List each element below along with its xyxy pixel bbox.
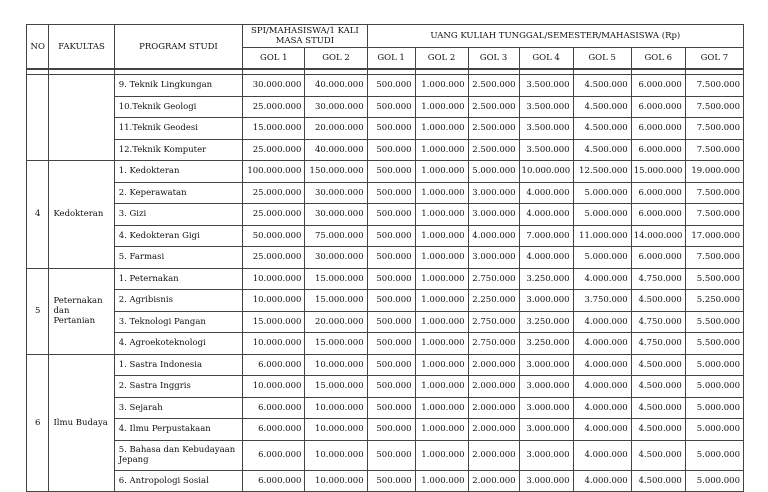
ukt-amount: 2.750.000 xyxy=(468,268,519,290)
ukt-amount: 3.250.000 xyxy=(519,268,573,290)
ukt-amount: 500.000 xyxy=(367,376,415,398)
program-name: 4. Kedokteran Gigi xyxy=(114,225,243,247)
spi-amount: 40.000.000 xyxy=(305,75,367,97)
ukt-amount: 3.500.000 xyxy=(519,96,573,118)
ukt-amount: 4.500.000 xyxy=(631,397,685,419)
ukt-amount: 4.500.000 xyxy=(573,75,631,97)
ukt-amount: 5.250.000 xyxy=(685,290,743,312)
program-name: 10.Teknik Geologi xyxy=(114,96,243,118)
spi-amount: 150.000.000 xyxy=(305,161,367,183)
ukt-amount: 1.000.000 xyxy=(415,311,468,333)
table-row xyxy=(27,376,744,398)
ukt-amount: 2.000.000 xyxy=(468,376,519,398)
ukt-amount: 1.000.000 xyxy=(415,204,468,226)
ukt-amount: 3.500.000 xyxy=(519,139,573,161)
spi-amount: 100.000.000 xyxy=(243,161,305,183)
ukt-amount: 2.250.000 xyxy=(468,290,519,312)
ukt-amount: 1.000.000 xyxy=(415,376,468,398)
ukt-amount: 4.500.000 xyxy=(573,139,631,161)
program-name: 6. Antropologi Sosial xyxy=(114,470,243,492)
ukt-amount: 500.000 xyxy=(367,118,415,140)
ukt-amount: 1.000.000 xyxy=(415,225,468,247)
ukt-amount: 1.000.000 xyxy=(415,247,468,269)
table-row xyxy=(27,225,744,247)
ukt-amount: 6.000.000 xyxy=(631,139,685,161)
ukt-amount: 7.500.000 xyxy=(685,75,743,97)
ukt-amount: 5.000.000 xyxy=(685,440,743,470)
ukt-amount: 4.500.000 xyxy=(631,470,685,492)
ukt-amount: 4.000.000 xyxy=(573,397,631,419)
faculty-name: Kedokteran xyxy=(49,161,114,269)
spi-amount: 10.000.000 xyxy=(243,290,305,312)
ukt-amount: 1.000.000 xyxy=(415,470,468,492)
table-row xyxy=(27,204,744,226)
ukt-amount: 5.500.000 xyxy=(685,311,743,333)
spi-amount: 30.000.000 xyxy=(305,96,367,118)
tuition-table xyxy=(26,24,744,492)
ukt-amount: 4.000.000 xyxy=(573,268,631,290)
ukt-amount: 6.000.000 xyxy=(631,118,685,140)
header-program-studi: PROGRAM STUDI xyxy=(114,25,243,70)
spi-amount: 15.000.000 xyxy=(305,290,367,312)
ukt-amount: 1.000.000 xyxy=(415,161,468,183)
ukt-amount: 4.500.000 xyxy=(573,96,631,118)
spi-amount: 15.000.000 xyxy=(243,311,305,333)
ukt-amount: 2.500.000 xyxy=(468,118,519,140)
ukt-amount: 500.000 xyxy=(367,470,415,492)
table-row xyxy=(27,470,744,492)
ukt-amount: 5.000.000 xyxy=(573,204,631,226)
program-name: 1. Sastra Indonesia xyxy=(114,354,243,376)
ukt-amount: 1.000.000 xyxy=(415,333,468,355)
spi-amount: 30.000.000 xyxy=(305,204,367,226)
ukt-amount: 3.000.000 xyxy=(519,470,573,492)
ukt-amount: 7.500.000 xyxy=(685,182,743,204)
ukt-amount: 17.000.000 xyxy=(685,225,743,247)
ukt-amount: 3.500.000 xyxy=(519,75,573,97)
faculty-name: Peternakan dan Pertanian xyxy=(49,268,114,354)
header-ukt-gol: GOL 2 xyxy=(415,48,468,70)
ukt-amount: 500.000 xyxy=(367,225,415,247)
ukt-amount: 4.500.000 xyxy=(631,290,685,312)
spi-amount: 10.000.000 xyxy=(305,419,367,441)
program-name: 3. Gizi xyxy=(114,204,243,226)
faculty-name: Ilmu Budaya xyxy=(49,354,114,492)
header-spi-gol: GOL 1 xyxy=(243,48,305,70)
table-row xyxy=(27,118,744,140)
ukt-amount: 2.000.000 xyxy=(468,397,519,419)
ukt-amount: 500.000 xyxy=(367,419,415,441)
ukt-amount: 5.000.000 xyxy=(685,354,743,376)
faculty-number: 4 xyxy=(27,161,49,269)
spi-amount: 25.000.000 xyxy=(243,182,305,204)
header-ukt-gol: GOL 6 xyxy=(631,48,685,70)
spi-amount: 25.000.000 xyxy=(243,247,305,269)
program-name: 9. Teknik Lingkungan xyxy=(114,75,243,97)
table-row xyxy=(27,333,744,355)
spi-amount: 30.000.000 xyxy=(305,247,367,269)
ukt-amount: 4.750.000 xyxy=(631,268,685,290)
ukt-amount: 12.500.000 xyxy=(573,161,631,183)
spi-amount: 25.000.000 xyxy=(243,96,305,118)
ukt-amount: 500.000 xyxy=(367,397,415,419)
program-name: 2. Sastra Inggris xyxy=(114,376,243,398)
ukt-amount: 500.000 xyxy=(367,161,415,183)
ukt-amount: 4.000.000 xyxy=(573,311,631,333)
faculty-number xyxy=(27,75,49,161)
ukt-amount: 5.000.000 xyxy=(468,161,519,183)
ukt-amount: 1.000.000 xyxy=(415,118,468,140)
faculty-number: 5 xyxy=(27,268,49,354)
ukt-amount: 500.000 xyxy=(367,440,415,470)
spi-amount: 50.000.000 xyxy=(243,225,305,247)
spi-amount: 40.000.000 xyxy=(305,139,367,161)
ukt-amount: 500.000 xyxy=(367,96,415,118)
header-no: NO xyxy=(27,25,49,70)
table-row xyxy=(27,290,744,312)
spi-amount: 15.000.000 xyxy=(243,118,305,140)
spi-amount: 10.000.000 xyxy=(305,354,367,376)
ukt-amount: 4.000.000 xyxy=(573,376,631,398)
program-name: 5. Bahasa dan Kebudayaan Jepang xyxy=(114,440,243,470)
ukt-amount: 4.500.000 xyxy=(631,419,685,441)
ukt-amount: 4.000.000 xyxy=(573,470,631,492)
ukt-amount: 4.500.000 xyxy=(631,354,685,376)
ukt-amount: 10.000.000 xyxy=(519,161,573,183)
program-name: 1. Kedokteran xyxy=(114,161,243,183)
ukt-amount: 4.000.000 xyxy=(573,440,631,470)
ukt-amount: 6.000.000 xyxy=(631,75,685,97)
ukt-amount: 7.500.000 xyxy=(685,118,743,140)
ukt-amount: 3.500.000 xyxy=(519,118,573,140)
ukt-amount: 2.000.000 xyxy=(468,419,519,441)
spi-amount: 15.000.000 xyxy=(305,268,367,290)
ukt-amount: 1.000.000 xyxy=(415,397,468,419)
ukt-amount: 7.500.000 xyxy=(685,96,743,118)
ukt-amount: 1.000.000 xyxy=(415,440,468,470)
table-row xyxy=(27,311,744,333)
ukt-amount: 500.000 xyxy=(367,182,415,204)
ukt-amount: 3.000.000 xyxy=(468,182,519,204)
ukt-amount: 4.000.000 xyxy=(519,182,573,204)
ukt-amount: 500.000 xyxy=(367,204,415,226)
ukt-amount: 6.000.000 xyxy=(631,182,685,204)
table-row xyxy=(27,96,744,118)
ukt-amount: 4.500.000 xyxy=(631,440,685,470)
spi-amount: 6.000.000 xyxy=(243,470,305,492)
spi-amount: 25.000.000 xyxy=(243,204,305,226)
ukt-amount: 4.500.000 xyxy=(631,376,685,398)
ukt-amount: 5.500.000 xyxy=(685,268,743,290)
ukt-amount: 2.000.000 xyxy=(468,470,519,492)
header-ukt-gol: GOL 3 xyxy=(468,48,519,70)
ukt-amount: 2.000.000 xyxy=(468,440,519,470)
table-body xyxy=(27,69,744,492)
ukt-amount: 7.000.000 xyxy=(519,225,573,247)
ukt-amount: 5.000.000 xyxy=(573,182,631,204)
ukt-amount: 500.000 xyxy=(367,311,415,333)
ukt-amount: 19.000.000 xyxy=(685,161,743,183)
ukt-amount: 4.000.000 xyxy=(519,204,573,226)
table-row xyxy=(27,419,744,441)
table-row xyxy=(27,247,744,269)
ukt-amount: 5.000.000 xyxy=(685,419,743,441)
header-ukt-gol: GOL 5 xyxy=(573,48,631,70)
spi-amount: 20.000.000 xyxy=(305,118,367,140)
ukt-amount: 500.000 xyxy=(367,354,415,376)
spi-amount: 10.000.000 xyxy=(305,470,367,492)
ukt-amount: 1.000.000 xyxy=(415,268,468,290)
ukt-amount: 4.500.000 xyxy=(573,118,631,140)
ukt-amount: 3.750.000 xyxy=(573,290,631,312)
table-row xyxy=(27,440,744,470)
header-ukt-gol: GOL 1 xyxy=(367,48,415,70)
table-row xyxy=(27,397,744,419)
ukt-amount: 2.500.000 xyxy=(468,139,519,161)
ukt-amount: 1.000.000 xyxy=(415,139,468,161)
ukt-amount: 5.000.000 xyxy=(685,397,743,419)
table-row xyxy=(27,139,744,161)
ukt-amount: 7.500.000 xyxy=(685,247,743,269)
header-ukt: UANG KULIAH TUNGGAL/SEMESTER/MAHASISWA (Rp) xyxy=(367,25,743,48)
table-row xyxy=(27,182,744,204)
program-name: 12.Teknik Komputer xyxy=(114,139,243,161)
ukt-amount: 1.000.000 xyxy=(415,75,468,97)
table-row xyxy=(27,268,744,290)
ukt-amount: 1.000.000 xyxy=(415,96,468,118)
header-ukt-gol: GOL 4 xyxy=(519,48,573,70)
program-name: 5. Farmasi xyxy=(114,247,243,269)
program-name: 2. Agribisnis xyxy=(114,290,243,312)
table-row xyxy=(27,75,744,97)
ukt-amount: 5.000.000 xyxy=(685,376,743,398)
ukt-amount: 5.500.000 xyxy=(685,333,743,355)
ukt-amount: 15.000.000 xyxy=(631,161,685,183)
ukt-amount: 2.000.000 xyxy=(468,354,519,376)
ukt-amount: 3.000.000 xyxy=(519,290,573,312)
ukt-amount: 5.000.000 xyxy=(685,470,743,492)
ukt-amount: 11.000.000 xyxy=(573,225,631,247)
ukt-amount: 3.250.000 xyxy=(519,311,573,333)
ukt-amount: 1.000.000 xyxy=(415,419,468,441)
ukt-amount: 4.000.000 xyxy=(573,419,631,441)
spi-amount: 10.000.000 xyxy=(305,440,367,470)
spi-amount: 6.000.000 xyxy=(243,440,305,470)
header-fakultas: FAKULTAS xyxy=(49,25,114,70)
ukt-amount: 1.000.000 xyxy=(415,290,468,312)
ukt-amount: 4.000.000 xyxy=(573,354,631,376)
spi-amount: 30.000.000 xyxy=(305,182,367,204)
spi-amount: 10.000.000 xyxy=(243,333,305,355)
ukt-amount: 14.000.000 xyxy=(631,225,685,247)
ukt-amount: 7.500.000 xyxy=(685,204,743,226)
faculty-number: 6 xyxy=(27,354,49,492)
ukt-amount: 6.000.000 xyxy=(631,204,685,226)
program-name: 4. Agroekoteknologi xyxy=(114,333,243,355)
spi-amount: 6.000.000 xyxy=(243,419,305,441)
spi-amount: 25.000.000 xyxy=(243,139,305,161)
table-row xyxy=(27,161,744,183)
ukt-amount: 4.000.000 xyxy=(468,225,519,247)
table-header xyxy=(27,25,744,70)
ukt-amount: 3.000.000 xyxy=(519,440,573,470)
ukt-amount: 3.250.000 xyxy=(519,333,573,355)
ukt-amount: 500.000 xyxy=(367,139,415,161)
ukt-amount: 2.500.000 xyxy=(468,75,519,97)
ukt-amount: 500.000 xyxy=(367,290,415,312)
ukt-amount: 1.000.000 xyxy=(415,182,468,204)
program-name: 4. Ilmu Perpustakaan xyxy=(114,419,243,441)
ukt-amount: 500.000 xyxy=(367,333,415,355)
spi-amount: 10.000.000 xyxy=(243,268,305,290)
spi-amount: 30.000.000 xyxy=(243,75,305,97)
program-name: 2. Keperawatan xyxy=(114,182,243,204)
ukt-amount: 2.500.000 xyxy=(468,96,519,118)
ukt-amount: 5.000.000 xyxy=(573,247,631,269)
header-spi: SPI/MAHASISWA/1 KALI MASA STUDI xyxy=(243,25,367,48)
spi-amount: 10.000.000 xyxy=(243,376,305,398)
ukt-amount: 500.000 xyxy=(367,268,415,290)
ukt-amount: 3.000.000 xyxy=(519,397,573,419)
program-name: 1. Peternakan xyxy=(114,268,243,290)
spi-amount: 6.000.000 xyxy=(243,354,305,376)
header-spi-gol: GOL 2 xyxy=(305,48,367,70)
ukt-amount: 6.000.000 xyxy=(631,96,685,118)
faculty-name xyxy=(49,75,114,161)
program-name: 11.Teknik Geodesi xyxy=(114,118,243,140)
ukt-amount: 4.750.000 xyxy=(631,311,685,333)
ukt-amount: 4.000.000 xyxy=(519,247,573,269)
ukt-amount: 3.000.000 xyxy=(468,247,519,269)
header-ukt-gol: GOL 7 xyxy=(685,48,743,70)
ukt-amount: 4.000.000 xyxy=(573,333,631,355)
table-row xyxy=(27,354,744,376)
spi-amount: 6.000.000 xyxy=(243,397,305,419)
ukt-amount: 3.000.000 xyxy=(519,354,573,376)
ukt-amount: 500.000 xyxy=(367,75,415,97)
spi-amount: 20.000.000 xyxy=(305,311,367,333)
ukt-amount: 1.000.000 xyxy=(415,354,468,376)
ukt-amount: 500.000 xyxy=(367,247,415,269)
ukt-amount: 6.000.000 xyxy=(631,247,685,269)
spi-amount: 10.000.000 xyxy=(305,397,367,419)
ukt-amount: 3.000.000 xyxy=(519,419,573,441)
spi-amount: 15.000.000 xyxy=(305,376,367,398)
ukt-amount: 4.750.000 xyxy=(631,333,685,355)
ukt-amount: 2.750.000 xyxy=(468,333,519,355)
ukt-amount: 3.000.000 xyxy=(468,204,519,226)
spi-amount: 75.000.000 xyxy=(305,225,367,247)
ukt-amount: 2.750.000 xyxy=(468,311,519,333)
ukt-amount: 7.500.000 xyxy=(685,139,743,161)
spi-amount: 15.000.000 xyxy=(305,333,367,355)
program-name: 3. Teknologi Pangan xyxy=(114,311,243,333)
program-name: 3. Sejarah xyxy=(114,397,243,419)
ukt-amount: 3.000.000 xyxy=(519,376,573,398)
